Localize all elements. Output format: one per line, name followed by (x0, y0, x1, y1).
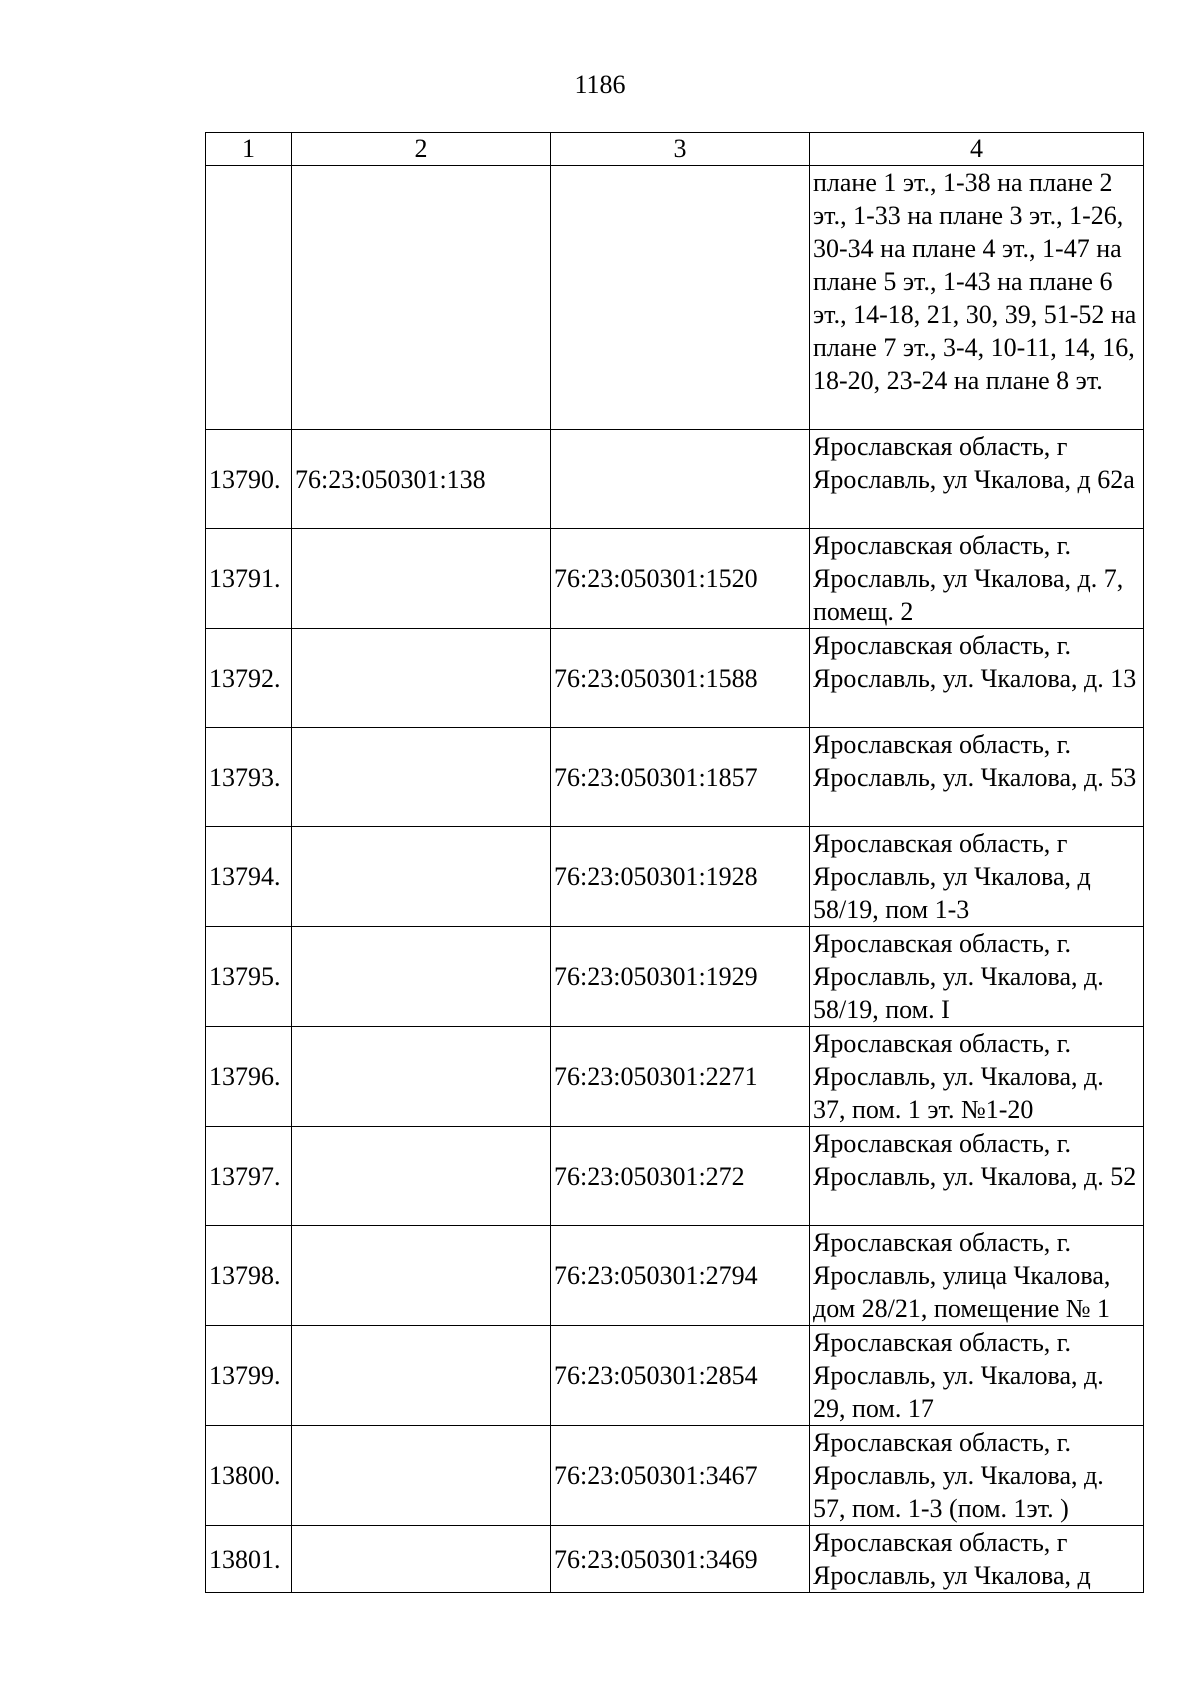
header-col-3: 3 (551, 133, 810, 166)
cell-col2 (292, 1027, 551, 1127)
cell-col3: 76:23:050301:1520 (551, 529, 810, 629)
cell-num: 13797. (206, 1127, 292, 1226)
cell-address: Ярославская область, г. Ярославль, ул. Чкалова, д. 58/19, пом. I (810, 927, 1144, 1027)
table-row (206, 728, 1144, 827)
cell-col2 (292, 166, 551, 430)
cell-address: Ярославская область, г. Ярославль, ул. Чкалова, д. 52 (810, 1127, 1144, 1226)
cell-col2 (292, 1426, 551, 1526)
cell-col3: 76:23:050301:2854 (551, 1326, 810, 1426)
cell-num: 13799. (206, 1326, 292, 1426)
registry-table (205, 132, 1144, 1593)
cell-address: Ярославская область, г. Ярославль, ул. Чкалова, д. 53 (810, 728, 1144, 827)
cell-num: 13794. (206, 827, 292, 927)
cell-col2 (292, 1127, 551, 1226)
cell-num: 13800. (206, 1426, 292, 1526)
cell-num: 13798. (206, 1226, 292, 1326)
cell-address: Ярославская область, г. Ярославль, ул. Чкалова, д. 13 (810, 629, 1144, 728)
cell-col3 (551, 166, 810, 430)
cell-col3: 76:23:050301:2271 (551, 1027, 810, 1127)
cell-col2 (292, 529, 551, 629)
cell-address: Ярославская область, г. Ярославль, ул Чкалова, д. 7, помещ. 2 (810, 529, 1144, 629)
cell-col3: 76:23:050301:1929 (551, 927, 810, 1027)
table-row (206, 1226, 1144, 1326)
cell-num (206, 166, 292, 430)
table-row (206, 1127, 1144, 1226)
table-row (206, 827, 1144, 927)
cell-address: Ярославская область, г. Ярославль, улица Чкалова, дом 28/21, помещение № 1 (810, 1226, 1144, 1326)
cell-col3: 76:23:050301:2794 (551, 1226, 810, 1326)
cell-col2 (292, 728, 551, 827)
table-row (206, 430, 1144, 529)
cell-col3: 76:23:050301:1588 (551, 629, 810, 728)
cell-col2 (292, 1526, 551, 1593)
header-col-4: 4 (810, 133, 1144, 166)
cell-col3: 76:23:050301:272 (551, 1127, 810, 1226)
cell-address: Ярославская область, г. Ярославль, ул. Чкалова, д. 29, пом. 17 (810, 1326, 1144, 1426)
cell-col2 (292, 827, 551, 927)
cell-num: 13795. (206, 927, 292, 1027)
cell-col2 (292, 629, 551, 728)
cell-num: 13793. (206, 728, 292, 827)
cell-col3: 76:23:050301:1928 (551, 827, 810, 927)
cell-col2 (292, 1226, 551, 1326)
cell-col2 (292, 927, 551, 1027)
table-row (206, 1526, 1144, 1593)
page-number: 1186 (574, 70, 626, 99)
cell-address: Ярославская область, г Ярославль, ул Чкалова, д 58/19, пом 1-3 (810, 827, 1144, 927)
cell-address: Ярославская область, г. Ярославль, ул. Чкалова, д. 37, пом. 1 эт. №1-20 (810, 1027, 1144, 1127)
cell-num: 13796. (206, 1027, 292, 1127)
cell-address: Ярославская область, г Ярославль, ул Чкалова, д 62а (810, 430, 1144, 529)
table-row (206, 1027, 1144, 1127)
table-row (206, 529, 1144, 629)
table-row (206, 629, 1144, 728)
cell-num: 13801. (206, 1526, 292, 1593)
header-col-2: 2 (292, 133, 551, 166)
cell-num: 13790. (206, 430, 292, 529)
cell-col2 (292, 1326, 551, 1426)
table-row (206, 1326, 1144, 1426)
table-row (206, 927, 1144, 1027)
table-row (206, 1426, 1144, 1526)
cell-col3: 76:23:050301:3469 (551, 1526, 810, 1593)
table-row-continuation (206, 166, 1144, 430)
cell-col3: 76:23:050301:3467 (551, 1426, 810, 1526)
header-col-1: 1 (206, 133, 292, 166)
cell-address: Ярославская область, г Ярославль, ул Чкалова, д (810, 1526, 1144, 1593)
cell-col3 (551, 430, 810, 529)
table-header-row (206, 133, 1144, 166)
cell-col2: 76:23:050301:138 (292, 430, 551, 529)
cell-col3: 76:23:050301:1857 (551, 728, 810, 827)
cell-num: 13792. (206, 629, 292, 728)
cell-address: плане 1 эт., 1-38 на плане 2 эт., 1-33 на плане 3 эт., 1-26, 30-34 на плане 4 эт., 1-47 на плане 5 эт., 1-43 на плане 6 эт., 14-18, 21, 30, 39, 51-52 на плане 7 эт., 3-4, 10-11, 14, 16, 18-20, 23-24 на плане 8 эт. (810, 166, 1144, 430)
cell-address: Ярославская область, г. Ярославль, ул. Чкалова, д. 57, пом. 1-3 (пом. 1эт. ) (810, 1426, 1144, 1526)
cell-num: 13791. (206, 529, 292, 629)
